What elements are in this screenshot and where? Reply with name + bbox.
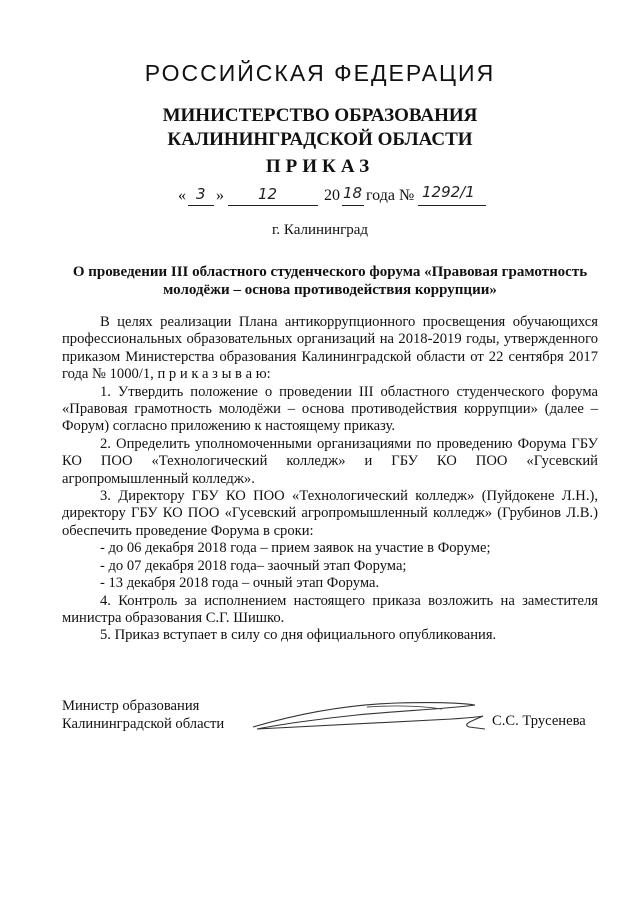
signatory-name: С.С. Трусенева <box>492 713 586 729</box>
date-open-quote: « <box>178 187 186 204</box>
ministry-line-1: МИНИСТЕРСТВО ОБРАЗОВАНИЯ <box>162 105 478 126</box>
federation-heading: РОССИЙСКАЯ ФЕДЕРАЦИЯ <box>144 60 496 86</box>
signatory-title-line-2: Калининградской области <box>62 716 225 732</box>
date-day: 3 <box>196 185 206 203</box>
city-line: г. Калининград <box>271 222 369 238</box>
item-1: 1. Утвердить положение о проведении III областного студенческого форума «Правовая грамотность молодёжи – основа противодействия коррупции» (далее – Форум) согласно приложению к настоящему приказу. <box>62 383 598 435</box>
order-dateline <box>178 181 498 211</box>
date-year-prefix: 20 <box>324 187 340 204</box>
deadline-2: - до 07 декабря 2018 года– заочный этап Форума; <box>100 557 407 574</box>
deadline-1: - до 06 декабря 2018 года – прием заявок на участие в Форуме; <box>100 540 491 557</box>
signature-block <box>62 697 602 747</box>
date-month: 12 <box>258 185 278 203</box>
handwritten-signature <box>247 697 487 737</box>
number-sign: № <box>399 187 415 204</box>
intro-paragraph: В целях реализации Плана антикоррупционного просвещения обучающихся профессиональных образовательных организаций на 2018-2019 годы, утвержденного приказом Министерства образования Калининградской области от 22 сентября 2017 года № 1000/1, п р и к а з ы в а ю: <box>62 314 598 383</box>
item-3: 3. Директору ГБУ КО ПОО «Технологический колледж» (Пуйдокене Л.Н.), директору ГБУ КО ПОО «Гусевский агропромышленный колледж» (Грубинов Л.В.) обеспечить проведение Форума в сроки: <box>62 488 598 539</box>
order-body <box>62 314 598 645</box>
item-2: 2. Определить уполномоченными организациями по проведению Форума ГБУ КО ПОО «Технологический колледж» и ГБУ КО ПОО «Гусевский агропромышленный колледж». <box>62 435 598 487</box>
ministry-line-2: КАЛИНИНГРАДСКОЙ ОБЛАСТИ <box>167 129 473 150</box>
date-close-quote: » <box>216 187 224 204</box>
order-number: 1292/1 <box>422 183 475 201</box>
day-underline <box>188 205 214 206</box>
signatory-title <box>62 697 224 733</box>
year-underline <box>342 205 364 206</box>
signatory-title-line-1: Министр образования <box>62 698 200 714</box>
item-4: 4. Контроль за исполнением настоящего приказа возложить на заместителя министра образования С.Г. Шишко. <box>62 592 598 626</box>
date-year-word: года <box>366 187 395 204</box>
ministry-heading <box>0 104 640 152</box>
date-year-suffix: 18 <box>343 184 363 202</box>
number-underline <box>418 205 486 206</box>
order-title: ПРИКАЗ <box>265 156 375 177</box>
order-subject: О проведении III областного студенческого форума «Правовая грамотность молодёжи – основа противодействия коррупции» <box>72 264 588 298</box>
deadline-3: - 13 декабря 2018 года – очный этап Форума. <box>100 575 380 592</box>
item-5: 5. Приказ вступает в силу со дня официального опубликования. <box>100 627 497 644</box>
month-underline <box>228 205 318 206</box>
